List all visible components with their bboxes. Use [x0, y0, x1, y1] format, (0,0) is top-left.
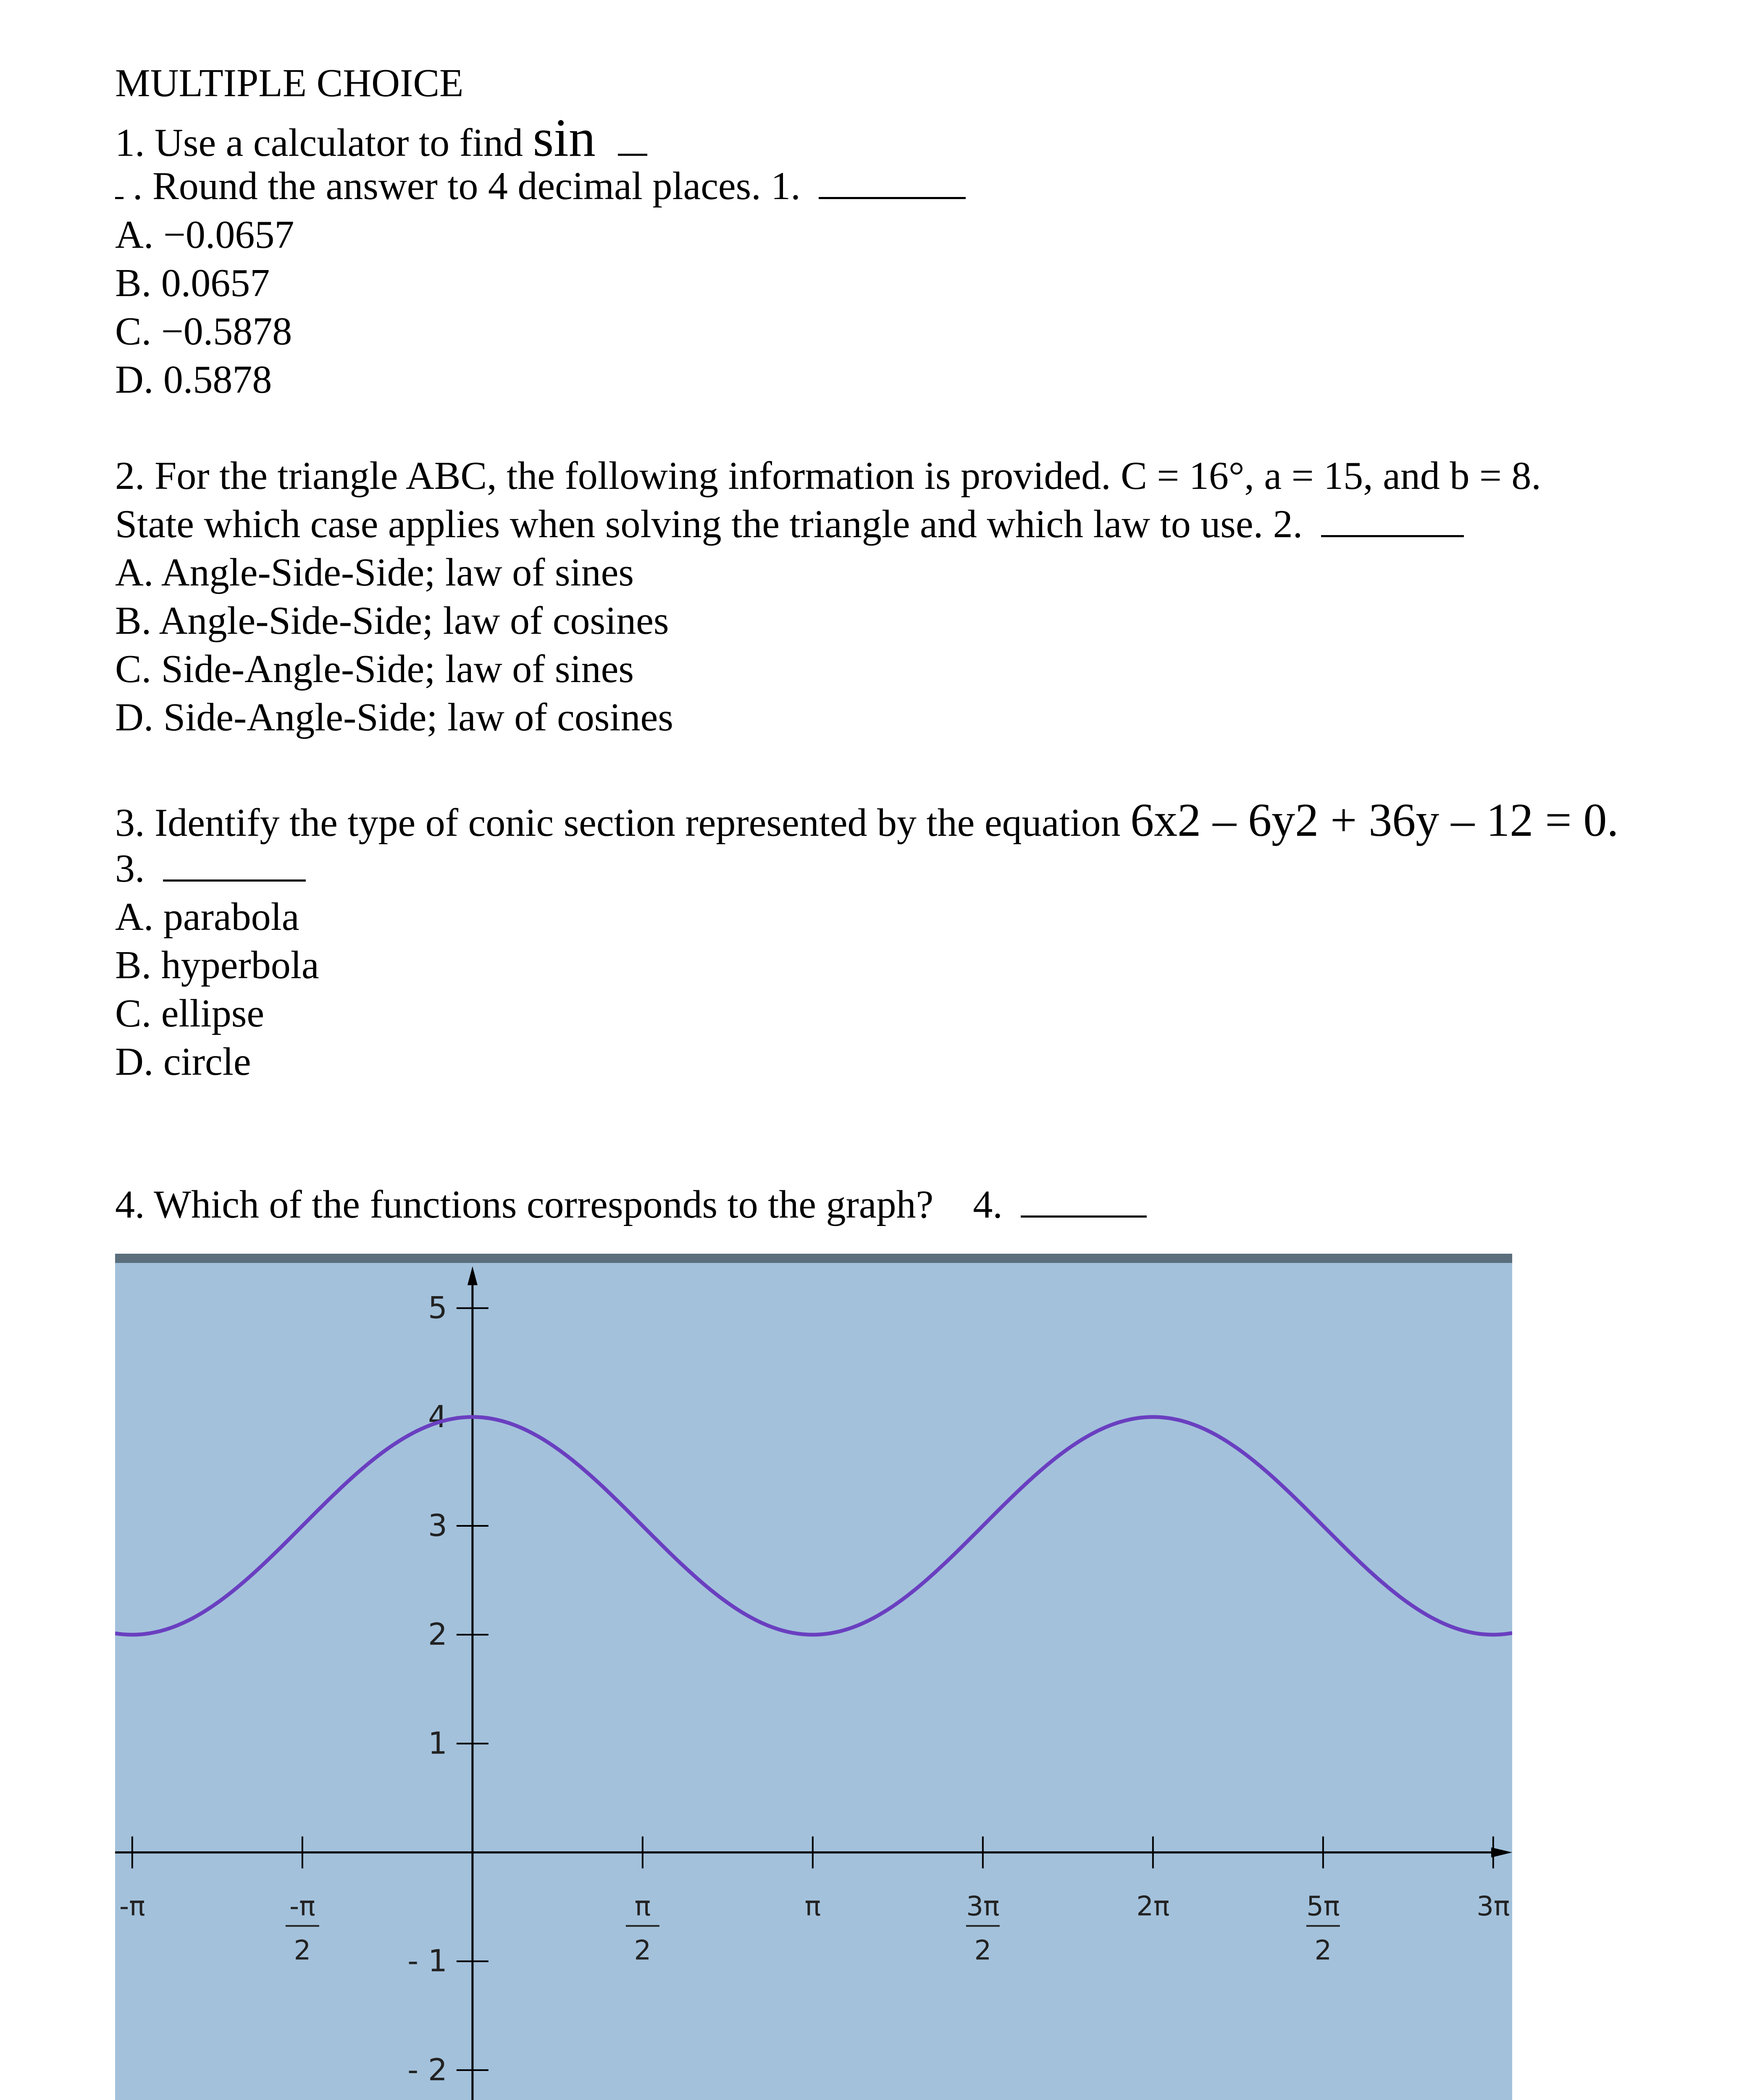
q2-choice-d[interactable]: D. Side-Angle-Side; law of cosines — [115, 696, 673, 739]
q2-prompt-text: State which case applies when solving the triangle and which law to use. 2. — [115, 502, 1303, 546]
q1-prompt-start: 1. Use a calculator to find — [115, 121, 533, 165]
q3-prompt-line2 — [115, 844, 306, 893]
q3-prompt-start: 3. Identify the type of conic section represented by the equation — [115, 801, 1131, 845]
q2-answer-blank[interactable] — [1321, 527, 1464, 537]
y-tick-label: 3 — [428, 1507, 447, 1543]
q1-prompt — [115, 108, 647, 168]
x-tick-label-den: 2 — [1314, 1935, 1332, 1966]
q1-prompt-line2 — [115, 162, 966, 210]
q3-choice-a[interactable]: A. parabola — [115, 895, 299, 939]
q3-choice-b[interactable]: B. hyperbola — [115, 943, 319, 987]
x-tick-label-num: 3π — [966, 1891, 1000, 1922]
q1-answer-blank[interactable] — [819, 189, 966, 199]
x-tick-label-num: π — [634, 1891, 651, 1922]
x-tick-label: 3π — [1476, 1891, 1510, 1922]
x-tick-label-den: 2 — [634, 1935, 652, 1966]
q2-choice-b[interactable]: B. Angle-Side-Side; law of cosines — [115, 599, 669, 643]
q1-choice-a[interactable]: A. −0.0657 — [115, 213, 294, 257]
y-tick-label: 1 — [428, 1725, 447, 1761]
q3-choice-d[interactable]: D. circle — [115, 1040, 251, 1084]
x-tick-label: π — [804, 1891, 821, 1922]
q1-func: sin — [533, 108, 596, 168]
q4-prompt-text: 4. Which of the functions corresponds to the graph? 4. — [115, 1183, 1003, 1226]
q3-prompt-text: 3. — [115, 847, 145, 890]
function-graph — [115, 1254, 1512, 2100]
y-tick-label: - 1 — [407, 1943, 447, 1979]
graph-frame-top — [115, 1254, 1512, 1263]
q3-choice-c[interactable]: C. ellipse — [115, 992, 265, 1035]
q2-choice-a[interactable]: A. Angle-Side-Side; law of sines — [115, 551, 634, 594]
q3-answer-blank[interactable] — [163, 871, 306, 882]
q3-equation: 6x2 – 6y2 + 36y – 12 = 0. — [1130, 794, 1619, 846]
x-tick-label-den: 2 — [294, 1935, 311, 1966]
q2-prompt-line1: 2. For the triangle ABC, the following information is provided. C = 16°, a = 15, and b = 8. — [115, 454, 1541, 498]
x-tick-label: 2π — [1136, 1891, 1170, 1922]
x-tick-label-den: 2 — [974, 1935, 992, 1966]
y-tick-label: 2 — [428, 1617, 447, 1652]
q1-choice-c[interactable]: C. −0.5878 — [115, 310, 292, 353]
q4-prompt — [115, 1180, 1147, 1229]
q1-choice-b[interactable]: B. 0.0657 — [115, 261, 270, 305]
y-tick-label: 5 — [428, 1290, 447, 1326]
x-tick-label-num: 5π — [1306, 1891, 1340, 1922]
q3-prompt — [115, 796, 1618, 847]
q1-fraction-top — [618, 145, 647, 156]
q1-choice-d[interactable]: D. 0.5878 — [115, 358, 272, 402]
y-tick-label: 4 — [428, 1399, 447, 1434]
x-tick-label: -π — [119, 1891, 145, 1922]
x-tick-label-num: -π — [289, 1891, 315, 1922]
graph-background — [115, 1254, 1512, 2100]
section-heading: MULTIPLE CHOICE — [115, 61, 464, 105]
q2-prompt-line2 — [115, 500, 1464, 549]
q1-prompt-text: . Round the answer to 4 decimal places. 1. — [133, 164, 801, 208]
q4-answer-blank[interactable] — [1021, 1207, 1147, 1218]
q2-choice-c[interactable]: C. Side-Angle-Side; law of sines — [115, 647, 634, 691]
y-tick-label: - 2 — [407, 2052, 447, 2087]
q1-fraction-bottom — [115, 189, 123, 199]
